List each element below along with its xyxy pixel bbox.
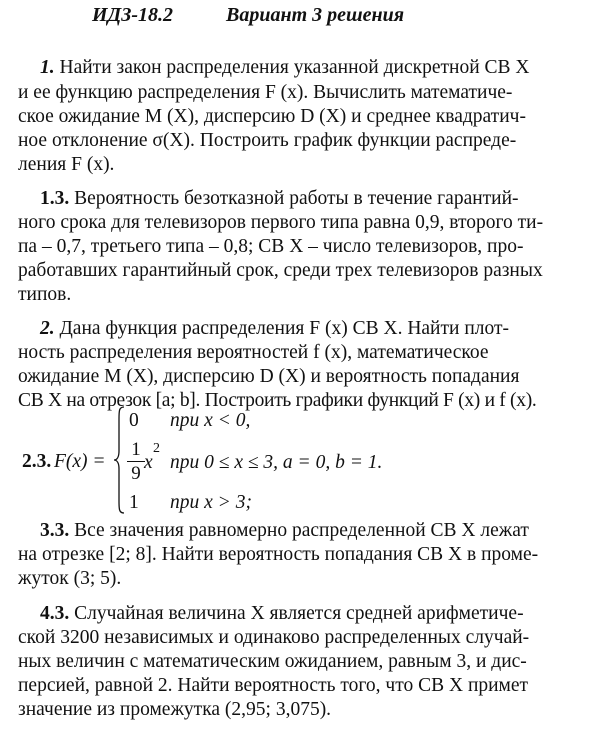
case-3-condition: при x > 3; (170, 492, 252, 513)
fraction-numerator: 1 (131, 439, 141, 460)
task-1-line-2: и ее функцию распределения F (x). Вычислить математиче- (18, 82, 513, 103)
task-3-3-line-3: жуток (3; 5). (18, 568, 122, 589)
formula-lhs: F(x) = (54, 451, 106, 472)
task-2-line-3: ожидание M (X), дисперсию D (X) и вероятность попадания (18, 366, 520, 387)
task-3-3-line-1: 3.3. Все значения равномерно распределенной СВ X лежат (40, 520, 529, 541)
task-1-3-line-5: типов. (18, 284, 72, 305)
curly-brace (113, 405, 125, 515)
task-2-number: 2. (40, 318, 55, 339)
task-1-3-line-4: работавших гарантийный срок, среди трех телевизоров разных (18, 260, 543, 281)
task-1-line-1: 1. Найти закон распределения указанной дискретной СВ X (40, 57, 530, 78)
task-1-line-3: ское ожидание M (X), дисперсию D (X) и среднее квадратич- (18, 106, 526, 127)
case-3-value: 1 (129, 492, 139, 513)
task-1-3-line-1: 1.3. Вероятность безотказной работы в течение гарантий- (40, 188, 519, 209)
variant-title: Вариант 3 решения (226, 4, 405, 26)
task-1-line-4: ное отклонение σ(X). Построить график функции распреде- (18, 130, 517, 151)
task-2-line-4: СВ X на отрезок [a; b]. Построить графики функций F (x) и f (x). (18, 390, 537, 411)
task-1-3-line-3: па – 0,7, третьего типа – 0,8; СВ X – число телевизоров, про- (18, 236, 524, 257)
task-1-3-number: 1.3. (40, 188, 70, 209)
task-3-3-number: 3.3. (40, 520, 70, 541)
task-4-3-number: 4.3. (40, 603, 70, 624)
case-1-condition: при x < 0, (170, 410, 251, 431)
task-4-3-line-5: значение из промежутка (2,95; 3,075). (18, 699, 332, 720)
task-1-number: 1. (40, 57, 55, 78)
task-2-3-number: 2.3. (22, 451, 52, 472)
task-4-3-line-3: ных величин с математическим ожиданием, равным 3, и дис- (18, 651, 527, 672)
case-2-variable: x (144, 452, 153, 473)
task-4-3-line-4: персией, равной 2. Найти вероятность того, что СВ X примет (18, 675, 529, 696)
fraction-one-ninth (127, 440, 145, 484)
doc-id: ИДЗ-18.2 (92, 4, 174, 26)
task-3-3-line-2: на отрезке [2; 8]. Найти вероятность попадания СВ X в проме- (18, 544, 539, 565)
task-4-3-line-1: 4.3. Случайная величина X является средней арифметиче- (40, 603, 524, 624)
case-1-value: 0 (129, 410, 139, 431)
fraction-bar (127, 461, 145, 462)
task-2-line-1: 2. Дана функция распределения F (x) СВ X. Найти плот- (40, 318, 509, 339)
case-2-condition: при 0 ≤ x ≤ 3, a = 0, b = 1. (170, 452, 383, 473)
task-4-3-line-2: ской 3200 независимых и одинаково распределенных случай- (18, 627, 530, 648)
task-1-3-line-2: ного срока для телевизоров первого типа равна 0,9, второго ти- (18, 212, 544, 233)
task-2-line-2: ность распределения вероятностей f (x), математическое (18, 342, 489, 363)
task-1-line-5: ления F (x). (18, 154, 115, 175)
case-2-exponent: 2 (153, 441, 160, 456)
fraction-denominator: 9 (131, 463, 141, 484)
